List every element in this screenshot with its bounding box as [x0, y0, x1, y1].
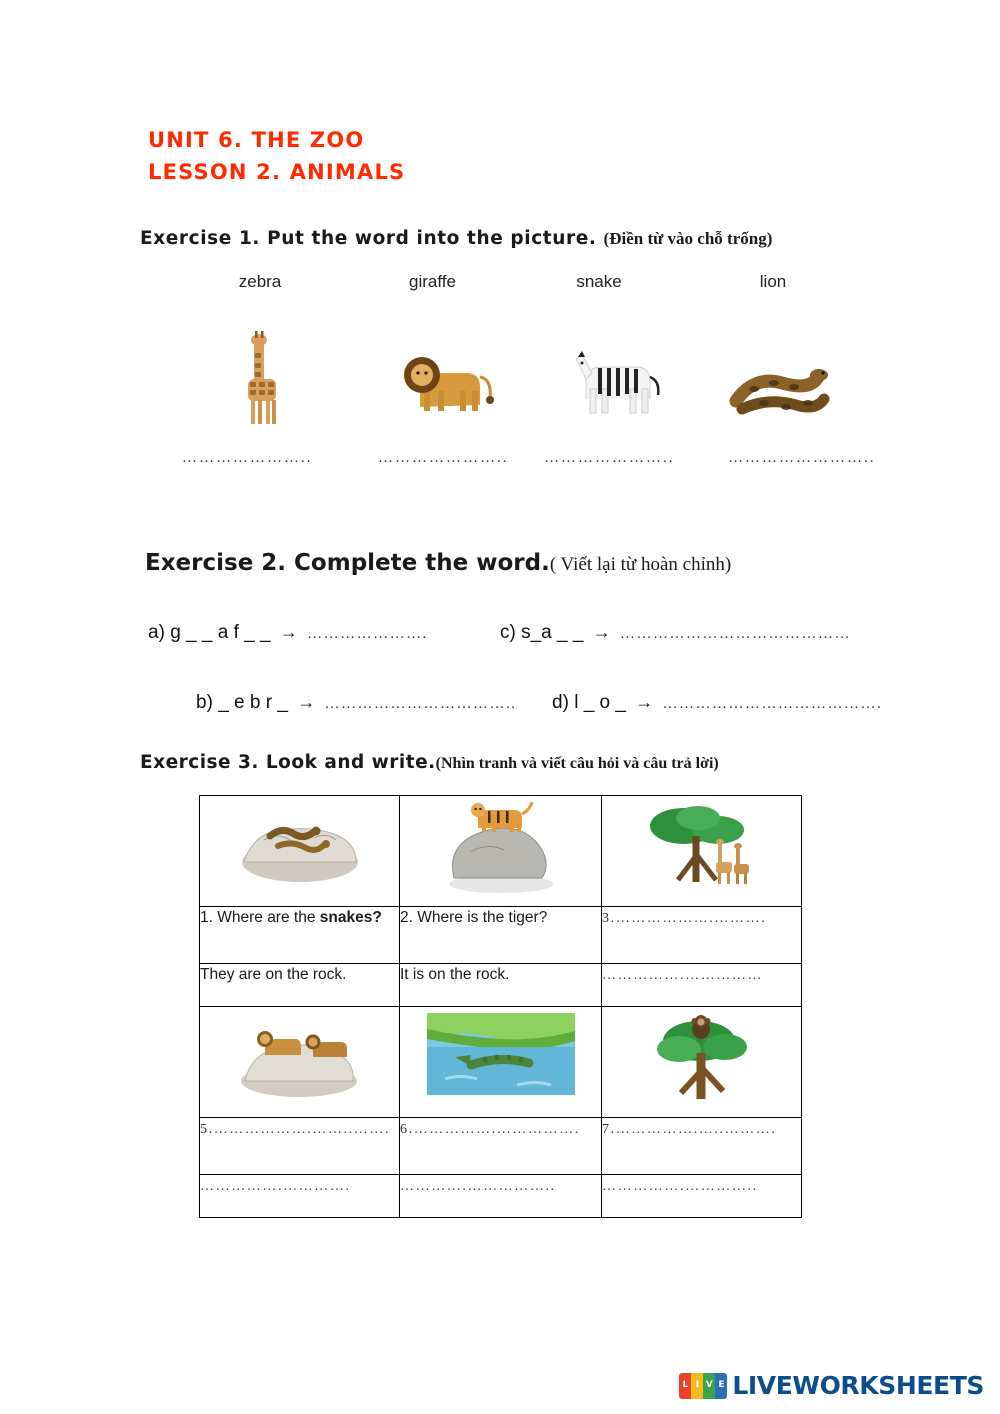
- table-row: [200, 907, 802, 964]
- answer-blank: …………….……………: [602, 968, 764, 983]
- item-word: g _ _ a f _ _: [170, 622, 271, 643]
- exercise1-word-bank: [170, 272, 870, 292]
- answer-blank: …………….………….: [200, 1179, 351, 1194]
- item-label: a): [148, 622, 165, 643]
- crocodile-in-river-photo: [400, 1007, 602, 1118]
- exercise1-pictures: [168, 332, 878, 432]
- exercise2-heading-en: Exercise 2. Complete the word.: [145, 550, 550, 576]
- giraffe-photo: [228, 327, 298, 432]
- question-text: 2. Where is the tiger?: [400, 909, 548, 926]
- worksheet-title: [148, 124, 405, 188]
- liveworksheets-brand: LIVEWORKSHEETS: [732, 1371, 984, 1400]
- exercise2-item-c: [500, 622, 851, 644]
- question-cell-7[interactable]: [602, 1118, 802, 1175]
- table-row: [200, 964, 802, 1007]
- answer-blank[interactable]: …………………..: [544, 450, 675, 466]
- answer-blank[interactable]: …………………..: [378, 450, 509, 466]
- table-row: [200, 1118, 802, 1175]
- exercise1-heading-vn: (Điền từ vào chỗ trống): [603, 229, 773, 248]
- exercise1-heading-en: Exercise 1. Put the word into the picture.: [140, 228, 597, 249]
- logo-letter-e: E: [715, 1373, 727, 1399]
- exercise2-item-d: [552, 692, 882, 714]
- lion-photo: [394, 347, 498, 424]
- question-blank: 5.……………….……..…….: [200, 1122, 391, 1137]
- answer-text: It is on the rock.: [400, 966, 510, 983]
- logo-letter-l: L: [679, 1373, 691, 1399]
- liveworksheets-footer: [679, 1371, 984, 1400]
- answer-blank[interactable]: ……………………..: [728, 450, 876, 466]
- item-word: l _ o _: [574, 692, 626, 713]
- tiger-on-rock-photo: [400, 796, 602, 907]
- answer-cell-3[interactable]: [602, 964, 802, 1007]
- giraffes-under-tree-photo: [602, 796, 802, 907]
- question-cell-1[interactable]: [200, 907, 400, 964]
- liveworksheets-logo-icon: [679, 1373, 727, 1399]
- item-blank[interactable]: ……………………………………: [620, 626, 851, 642]
- logo-letter-i: I: [691, 1373, 703, 1399]
- word-bank-item: giraffe: [409, 272, 456, 291]
- answer-cell-7[interactable]: [602, 1175, 802, 1218]
- table-row: [200, 1007, 802, 1118]
- question-blank: 7.…………….…..……….: [602, 1122, 777, 1137]
- logo-letter-v: V: [703, 1373, 715, 1399]
- exercise1-answer-blanks: [150, 450, 890, 480]
- question-blank: 3.……………….……….: [602, 911, 767, 926]
- exercise2-heading-vn: ( Viết lại từ hoàn chỉnh): [549, 554, 732, 575]
- snake-photo: [724, 357, 832, 426]
- exercise1-heading: [140, 228, 772, 249]
- item-blank[interactable]: ………………………………….: [662, 696, 883, 712]
- question-cell-5[interactable]: [200, 1118, 400, 1175]
- question-cell-6[interactable]: [400, 1118, 602, 1175]
- answer-blank: …………….…………..: [602, 1179, 758, 1194]
- item-blank[interactable]: ……………………………..: [324, 696, 517, 712]
- item-blank[interactable]: ………………….: [307, 626, 428, 642]
- answer-cell-1[interactable]: [200, 964, 400, 1007]
- question-cell-3[interactable]: [602, 907, 802, 964]
- exercise3-heading: [140, 752, 719, 773]
- question-text: 1. Where are the: [200, 909, 320, 926]
- answer-cell-5[interactable]: [200, 1175, 400, 1218]
- monkey-in-tree-photo: [602, 1007, 802, 1118]
- word-bank-item: lion: [759, 272, 787, 291]
- word-bank-item: zebra: [238, 272, 282, 291]
- item-label: c): [500, 622, 516, 643]
- arrow-icon: →: [279, 622, 298, 642]
- item-label: b): [196, 692, 213, 713]
- lions-on-rock-photo: [200, 1007, 400, 1118]
- question-blank: 6.…………….…………….: [400, 1122, 580, 1137]
- answer-cell-2[interactable]: [400, 964, 602, 1007]
- item-label: d): [552, 692, 569, 713]
- table-row: [200, 1175, 802, 1218]
- title-line-lesson: LESSON 2. ANIMALS: [148, 160, 406, 184]
- exercise2-heading: [145, 550, 731, 576]
- item-word: _ e b r _: [218, 692, 288, 713]
- answer-blank: ………….……………..: [400, 1179, 556, 1194]
- zebra-photo: [564, 345, 668, 424]
- arrow-icon: →: [592, 622, 611, 642]
- word-bank-item: snake: [576, 272, 622, 291]
- exercise3-heading-vn: (Nhìn tranh và viết câu hỏi và câu trả lời): [435, 755, 719, 772]
- answer-cell-6[interactable]: [400, 1175, 602, 1218]
- snakes-on-rock-photo: [200, 796, 400, 907]
- answer-blank[interactable]: …………………..: [182, 450, 313, 466]
- title-line-unit: UNIT 6. THE ZOO: [148, 128, 365, 152]
- question-cell-2[interactable]: [400, 907, 602, 964]
- table-row: [200, 796, 802, 907]
- exercise2-item-b: [196, 692, 516, 714]
- exercise2-item-a: [148, 622, 428, 644]
- question-text-bold: snakes?: [319, 909, 382, 926]
- arrow-icon: →: [635, 692, 654, 712]
- answer-text: They are on the rock.: [200, 966, 347, 983]
- exercise3-heading-en: Exercise 3. Look and write.: [140, 752, 436, 773]
- item-word: s_a _ _: [521, 622, 584, 643]
- exercise3-table: [199, 795, 802, 1218]
- arrow-icon: →: [297, 692, 316, 712]
